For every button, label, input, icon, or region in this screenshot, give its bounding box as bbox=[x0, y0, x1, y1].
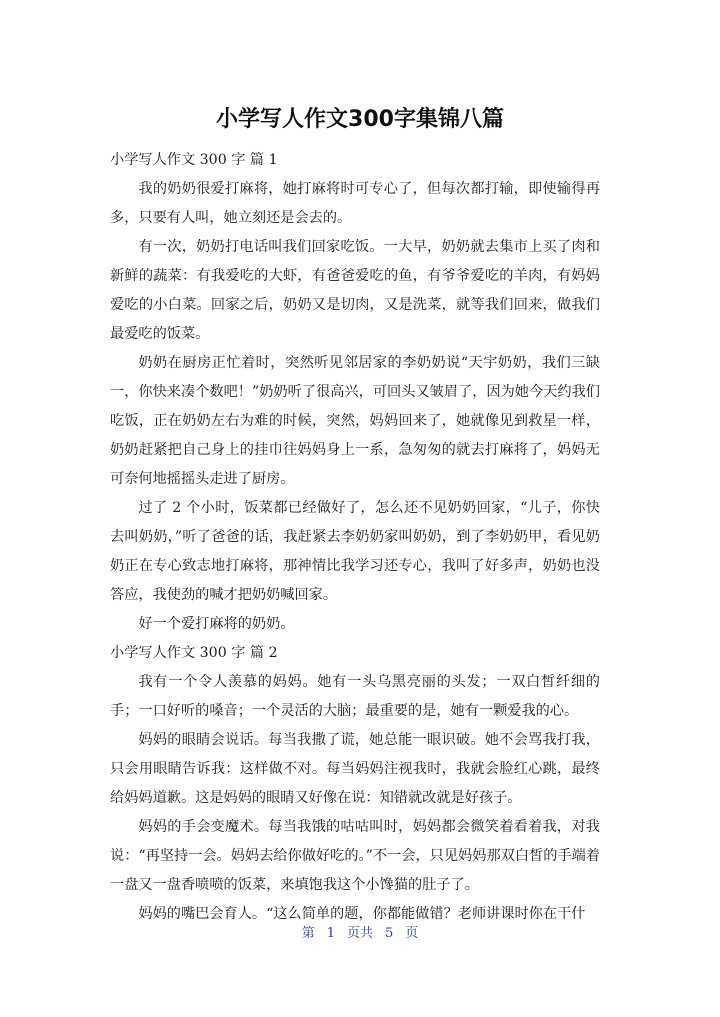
paragraph: 奶奶在厨房正忙着时，突然听见邻居家的李奶奶说“天宇奶奶，我们三缺一，你快来凑个数吧！”奶奶听了很高兴，可回头又皱眉了，因为她今天约我们吃饭，正在奶奶左右为难的时候，突然，妈妈回来了，她就像见到救星一样，奶奶赶紧把自己身上的挂巾往妈妈身上一系，急匆匆的就去打麻将了，妈妈无可奈何地摇摇头走进了厨房。 bbox=[110, 355, 600, 487]
paragraph: 过了 2 个小时，饭菜都已经做好了，怎么还不见奶奶回家，“儿子，你快去叫奶奶，”听了爸爸的话，我赶紧去李奶奶家叫奶奶，到了李奶奶甲，看见奶奶正在专心致志地打麻将，那神情比我学习还专心，我叫了好多声，奶奶也没答应，我使劲的喊才把奶奶喊回家。 bbox=[110, 500, 600, 603]
section-heading-2: 小学写人作文 300 字 篇 2 bbox=[110, 645, 278, 661]
paragraph: 好一个爱打麻将的奶奶。 bbox=[138, 616, 295, 632]
paragraph: 妈妈的手会变魔术。每当我饿的咕咕叫时，妈妈都会微笑着看着我，对我说：“再坚持一会。妈妈去给你做好吃的。”不一会，只见妈妈那双白皙的手端着一盘又一盘香喷喷的饭菜，来填饱我这个小馋猫的肚子了。 bbox=[110, 819, 600, 893]
paragraph: 我的奶奶很爱打麻将，她打麻将时可专心了，但每次都打输，即使输得再多，只要有人叫，她立刻还是会去的。 bbox=[110, 181, 600, 226]
paragraph: 有一次，奶奶打电话叫我们回家吃饭。一大早，奶奶就去集市上买了肉和新鲜的蔬菜：有我爱吃的大虾，有爸爸爱吃的鱼，有爷爷爱吃的羊肉，有妈妈爱吃的小白菜。回家之后，奶奶又是切肉，又是洗菜，就等我们回来，做我们最爱吃的饭菜。 bbox=[110, 239, 600, 342]
page-label-suffix: 页 bbox=[405, 926, 419, 941]
document-title: 小学写人作文300字集锦八篇 bbox=[216, 107, 504, 132]
page-current: 1 bbox=[326, 926, 335, 941]
paragraph: 妈妈的嘴巴会育人。“这么简单的题，你都能做错？老师讲课时你在干什 bbox=[138, 906, 586, 922]
page-total: 5 bbox=[385, 926, 394, 941]
section-heading-1: 小学写人作文 300 字 篇 1 bbox=[110, 152, 278, 168]
document-body bbox=[110, 146, 600, 929]
paragraph: 我有一个令人羡慕的妈妈。她有一头乌黑亮丽的头发；一双白皙纤细的手；一口好听的嗓音；一个灵活的大脑；最重要的是，她有一颗爱我的心。 bbox=[110, 674, 600, 719]
page-label-prefix: 第 bbox=[301, 926, 315, 941]
paragraph: 妈妈的眼睛会说话。每当我撒了谎，她总能一眼识破。她不会骂我打我，只会用眼睛告诉我：这样做不对。每当妈妈注视我时，我就会脸红心跳，最终给妈妈道歉。这是妈妈的眼睛又好像在说：知错就改就是好孩子。 bbox=[110, 732, 600, 806]
page-label-mid: 页共 bbox=[346, 926, 373, 941]
page-footer bbox=[0, 924, 720, 944]
